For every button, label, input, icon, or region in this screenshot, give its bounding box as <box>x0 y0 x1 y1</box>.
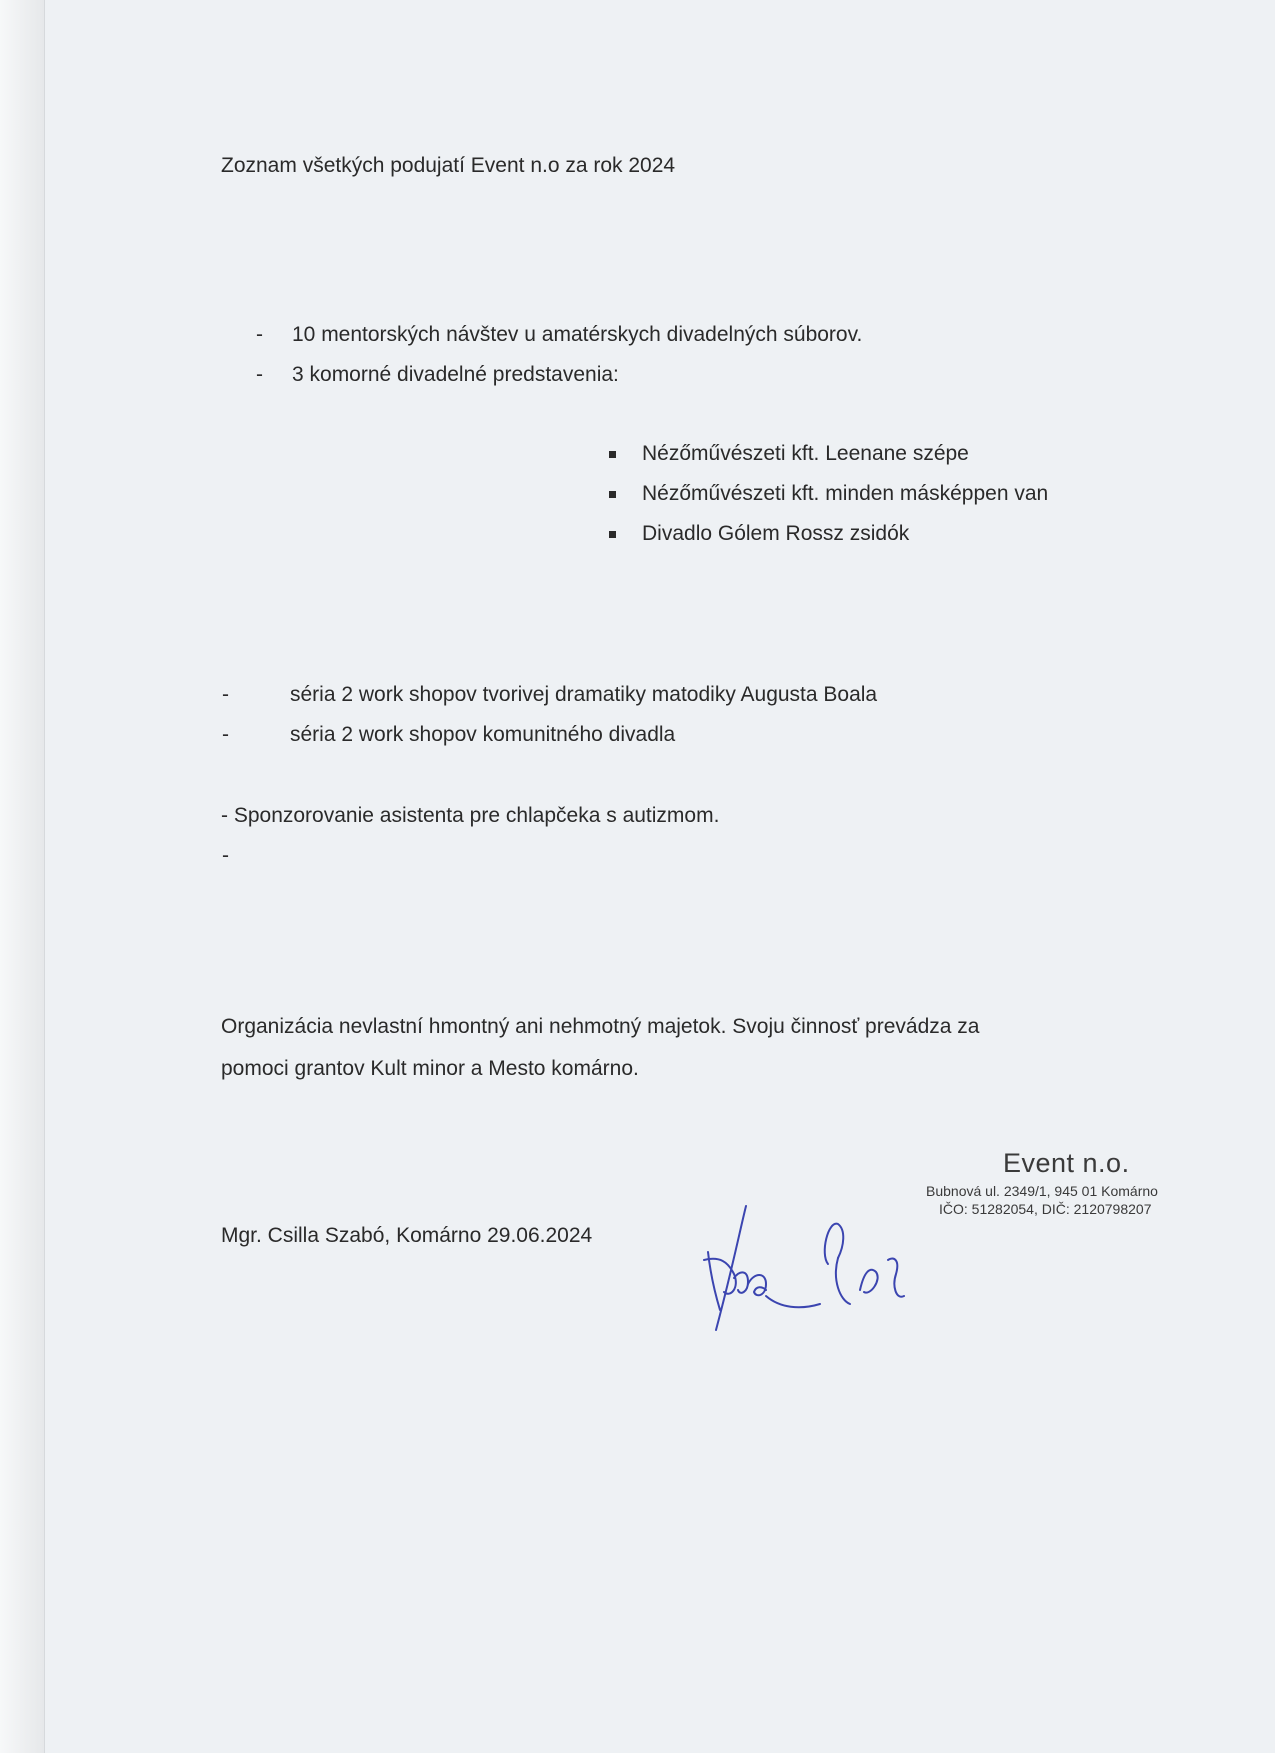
performance-item: Nézőművészeti kft. Leenane szépe <box>642 442 969 465</box>
scan-edge <box>0 0 44 1753</box>
document-title: Zoznam všetkých podujatí Event n.o za rok 2024 <box>221 154 676 177</box>
list-dash: - <box>256 363 263 386</box>
workshop-item: séria 2 work shopov tvorivej dramatiky matodiky Augusta Boala <box>290 683 878 706</box>
performance-item: Divadlo Gólem Rossz zsidók <box>642 522 910 545</box>
document-page <box>44 0 1275 1753</box>
bullet-square <box>609 491 616 498</box>
stamp-address: Bubnová ul. 2349/1, 945 01 Komárno <box>926 1183 1158 1199</box>
stamp-organization-name: Event n.o. <box>1003 1148 1130 1178</box>
list-item-performances: 3 komorné divadelné predstavenia: <box>292 363 619 386</box>
handwritten-signature <box>700 1200 940 1340</box>
bullet-square <box>609 451 616 458</box>
list-dash: - <box>256 323 263 346</box>
note-line: Organizácia nevlastní hmontný ani nehmotný majetok. Svoju činnosť prevádza za <box>221 1015 980 1038</box>
performance-item: Nézőművészeti kft. minden másképpen van <box>642 482 1049 505</box>
workshop-item: séria 2 work shopov komunitného divadla <box>290 723 676 746</box>
bullet-square <box>609 531 616 538</box>
signatory-line: Mgr. Csilla Szabó, Komárno 29.06.2024 <box>221 1224 593 1247</box>
sponsorship-item: - Sponzorovanie asistenta pre chlapčeka s autizmom. <box>221 804 720 827</box>
list-item-mentoring: 10 mentorských návštev u amatérskych divadelných súborov. <box>292 323 863 346</box>
empty-dash: - <box>222 844 229 867</box>
stamp-ids: IČO: 51282054, DIČ: 2120798207 <box>939 1201 1152 1217</box>
list-dash: - <box>222 723 229 746</box>
list-dash: - <box>222 683 229 706</box>
note-line: pomoci grantov Kult minor a Mesto komárno. <box>221 1057 639 1080</box>
